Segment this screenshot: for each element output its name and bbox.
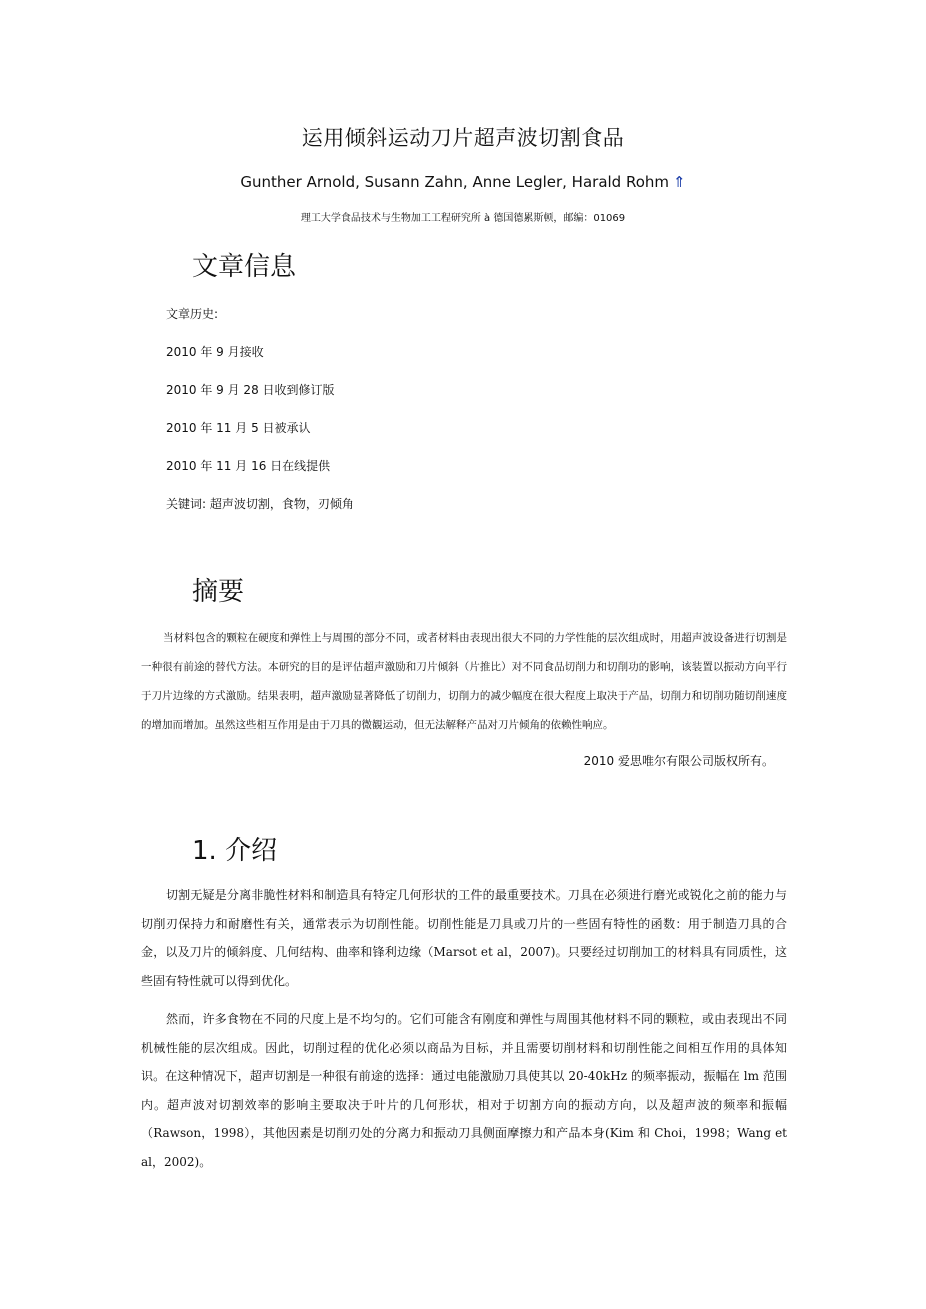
corresponding-author-icon[interactable]: ⇑ [673, 173, 686, 191]
copyright-notice: 2010 爱思唯尔有限公司版权所有。 [583, 754, 774, 768]
intro-paragraph-2: 然而，许多食物在不同的尺度上是不均匀的。它们可能含有刚度和弹性与周围其他材料不同的颗粒，或由表现出不同机械性能的层次组成。因此，切削过程的优化必须以商品为目标，并且需要切削材料和切削性能之间相互作用的具体知识。在这种情况下，超声切割是一种很有前途的选择：通过电能激励刀具使其以 20-40kHz 的频率振动，振幅在 lm 范围内。超声波对切割效率的影响主要取决于叶片的几何形状，相对于切割方向的振动方向，以及超声波的频率和振幅（Rawson，1998），其他因素是切削刃处的分离力和振动刀具侧面摩擦力和产品本身(Kim 和 Choi，1998；Wang et al，2002)。 [141, 1012, 787, 1169]
abstract-body: 当材料包含的颗粒在硬度和弹性上与周围的部分不同，或者材料由表现出很大不同的力学性能的层次组成时，用超声波设备进行切割是一种很有前途的替代方法。本研究的目的是评估超声激励和刀片倾斜（片推比）对不同食品切削力和切削功的影响，该装置以振动方向平行于刀片边缘的方式激励。结果表明，超声激励显著降低了切削力，切削力的减少幅度在很大程度上取决于产品，切削力和切削功随切削速度的增加而增加。虽然这些相互作用是由于刀具的微観运动，但无法解释产品对刀片倾角的依赖性响应。 [141, 632, 787, 731]
article-info-heading: 文章信息 [192, 252, 297, 282]
author-names: Gunther Arnold, Susann Zahn, Anne Legler, Harald Rohm [240, 173, 670, 191]
accepted-date: 2010 年 11 月 5 日被承认 [166, 421, 311, 435]
article-title: 运用倾斜运动刀片超声波切割食品 [301, 126, 625, 150]
keywords: 关键词: 超声波切割，食物，刃倾角 [166, 497, 354, 511]
abstract-heading: 摘要 [192, 577, 245, 607]
intro-paragraph-1: 切割无疑是分离非脆性材料和制造具有特定几何形状的工件的最重要技术。刀具在必须进行磨光或锐化之前的能力与切削刃保持力和耐磨性有关，通常表示为切削性能。切削性能是刀具或刀片的一些固有特性的函数：用于制造刀具的合金，以及刀片的倾斜度、几何结构、曲率和锋利边缘（Marsot et al，2007)。只要经过切削加工的材料具有同质性，这些固有特性就可以得到优化。 [141, 888, 787, 988]
revised-date: 2010 年 9 月 28 日收到修订版 [166, 383, 335, 397]
online-date: 2010 年 11 月 16 日在线提供 [166, 459, 331, 473]
history-label: 文章历史: [166, 307, 219, 321]
received-date: 2010 年 9 月接收 [166, 345, 264, 359]
author-line [0, 173, 926, 191]
affiliation: 理工大学食品技术与生物加工工程研究所 à 德国德累斯顿，邮编：01069 [300, 213, 626, 224]
introduction-heading: 1. 介绍 [192, 836, 278, 866]
